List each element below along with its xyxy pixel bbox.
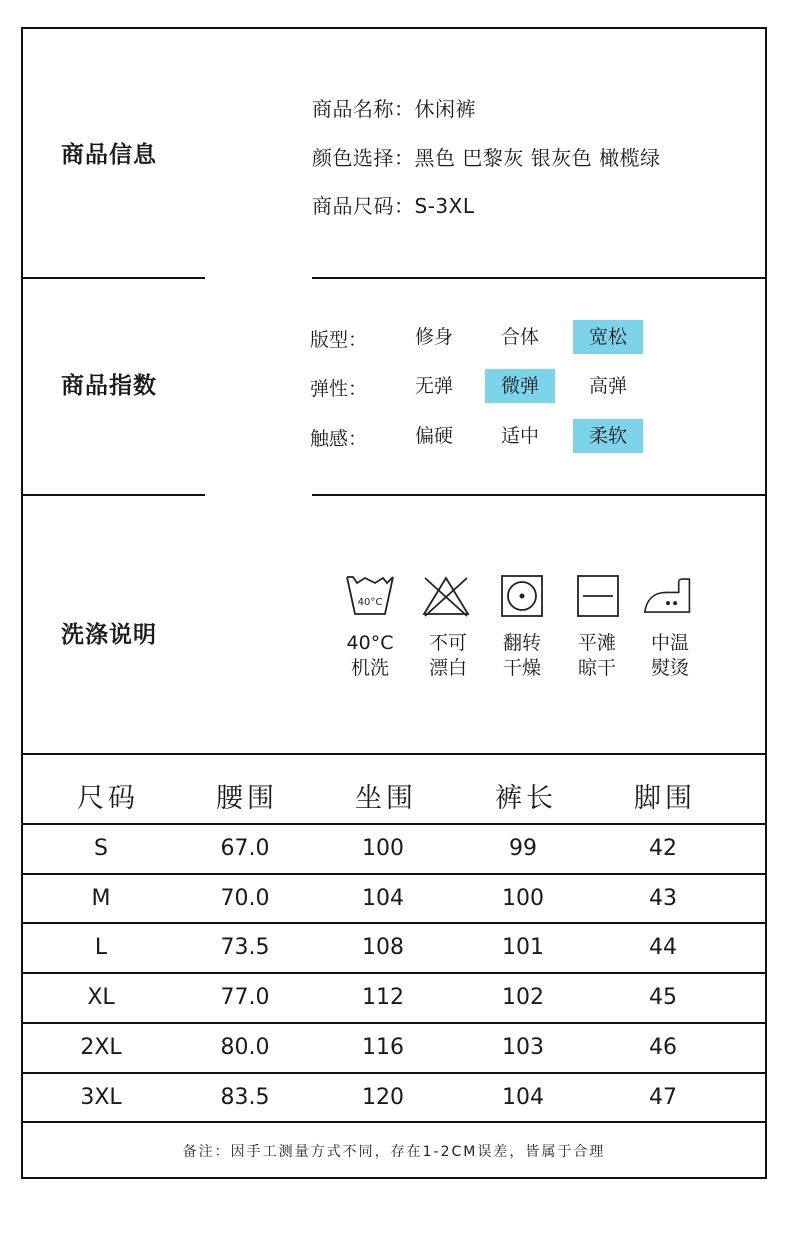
cell-hem: 46 (649, 1034, 677, 1060)
wash-caption: 不可 漂白 (428, 632, 467, 679)
wash-40-icon (345, 574, 395, 618)
cell-length: 101 (502, 935, 544, 961)
cell-hip: 112 (362, 985, 404, 1011)
cell-length: 100 (502, 885, 544, 911)
cell-length: 99 (509, 836, 537, 861)
cell-length: 104 (502, 1084, 544, 1110)
index-label: 版型： (310, 329, 368, 351)
cell-hem: 44 (649, 935, 677, 961)
cell-length: 102 (502, 985, 544, 1011)
table-row (23, 823, 765, 873)
wash-caption: 中温 熨烫 (650, 632, 689, 679)
index-label: 弹性： (310, 378, 368, 400)
index-option-selected: 宽松 (573, 320, 643, 354)
divider (23, 494, 205, 496)
wash-caption: 40°C 机洗 (346, 632, 394, 679)
index-option-selected: 柔软 (573, 419, 643, 453)
table-header-waist: 腰围 (216, 783, 278, 814)
cell-waist: 67.0 (220, 836, 270, 861)
table-bottom-border (23, 1121, 765, 1123)
cell-size: L (94, 935, 108, 961)
table-header-hem: 脚围 (634, 783, 696, 814)
cell-size: 2XL (80, 1034, 122, 1060)
index-section-title: 商品指数 (61, 373, 157, 399)
index-option: 修身 (414, 326, 453, 348)
index-label: 触感： (310, 428, 368, 450)
table-row (23, 1022, 765, 1072)
table-header-length: 裤长 (495, 783, 557, 814)
cell-size: XL (87, 985, 115, 1011)
cell-size: 3XL (80, 1084, 122, 1110)
divider (312, 277, 765, 279)
cell-hip: 120 (362, 1084, 404, 1110)
divider (23, 277, 205, 279)
cell-length: 103 (502, 1034, 544, 1060)
wash-caption: 平滩 晾干 (577, 632, 616, 679)
cell-hem: 47 (649, 1084, 677, 1110)
dry-flat-icon (573, 574, 623, 618)
table-row (23, 1072, 765, 1122)
cell-waist: 73.5 (220, 935, 270, 961)
measurement-note: 备注：因手工测量方式不同，存在1-2CM误差，皆属于合理 (182, 1144, 606, 1160)
info-color-line: 颜色选择：黑色 巴黎灰 银灰色 橄榄绿 (312, 146, 661, 170)
index-option: 无弹 (414, 375, 453, 397)
cell-hem: 43 (649, 885, 677, 911)
cell-hip: 108 (362, 935, 404, 961)
cell-hip: 100 (362, 836, 404, 861)
cell-hip: 104 (362, 885, 404, 911)
cell-waist: 83.5 (220, 1084, 270, 1110)
index-option: 偏硬 (414, 425, 453, 447)
cell-waist: 77.0 (220, 985, 270, 1011)
cell-size: M (91, 885, 111, 911)
tumble-dry-icon (497, 574, 547, 618)
table-header-hip: 坐围 (355, 783, 417, 814)
info-size-line: 商品尺码：S-3XL (312, 194, 475, 218)
table-header-size: 尺码 (77, 783, 139, 814)
index-option-selected: 微弹 (485, 369, 555, 403)
index-option: 高弹 (588, 375, 627, 397)
product-card (21, 27, 767, 1179)
wash-caption: 翻转 干燥 (502, 632, 541, 679)
index-option: 合体 (500, 326, 539, 348)
no-bleach-icon (421, 574, 471, 618)
info-name-line: 商品名称：休闲裤 (312, 97, 476, 121)
table-row (23, 972, 765, 1022)
divider (312, 494, 765, 496)
index-option: 适中 (500, 425, 539, 447)
cell-waist: 70.0 (220, 885, 270, 911)
table-row (23, 922, 765, 972)
table-row (23, 873, 765, 923)
info-section-title: 商品信息 (61, 142, 157, 168)
wash-section-title: 洗涤说明 (61, 622, 157, 648)
cell-hem: 42 (649, 836, 677, 861)
cell-hip: 116 (362, 1034, 404, 1060)
table-top-border (23, 753, 765, 755)
cell-size: S (94, 836, 108, 861)
cell-hem: 45 (649, 985, 677, 1011)
cell-waist: 80.0 (220, 1034, 270, 1060)
iron-medium-icon (643, 574, 693, 618)
svg-text:40°C: 40°C (357, 597, 383, 608)
